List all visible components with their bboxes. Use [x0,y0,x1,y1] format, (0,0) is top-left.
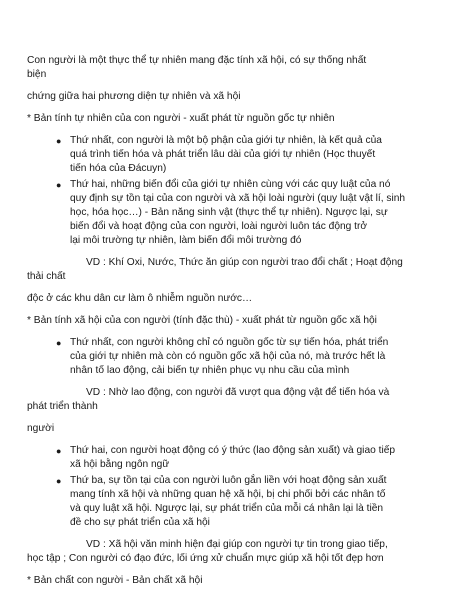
bullet-2-line: quy định sự tồn tại của con người và xã hội loài người (quy luật vật lí, sinh [70,193,406,204]
bullet-5-line: Thứ ba, sự tồn tại của con người luôn gắn liền với hoạt động sản xuất [70,475,387,486]
paragraph-pollution: độc ở các khu dân cư làm ô nhiễm nguồn nước… [27,293,253,304]
bullet-1-line: quá trình tiến hóa và phát triển lâu dài của giới tự nhiên (Học thuyết [70,149,376,160]
bullet-2-line: lại môi trường tự nhiên, làm biến đổi môi trường đó [70,235,302,246]
bullet-2-line: Thứ hai, những biến đổi của giới tự nhiên cùng với các quy luật của nó [70,179,391,190]
bullet-1-line: Thứ nhất, con người là một bộ phận của giới tự nhiên, là kết quả của [70,135,382,146]
intro-line-3: chứng giữa hai phương diện tự nhiên và xã hội [27,91,241,102]
bullet-dot: ● [56,136,62,146]
section-heading-social: * Bản tính xã hội của con người (tính đặc thù) - xuất phát từ nguồn gốc xã hội [27,315,377,326]
bullet-dot: ● [56,476,62,486]
intro-line-2: biện [27,69,47,80]
paragraph-human: người [27,423,55,434]
bullet-3-line: của giới tự nhiên mà còn có nguồn gốc xã hội của nó, mà trước hết là [70,351,386,362]
example-3-line: VD : Xã hội văn minh hiện đại giúp con người tự tin trong giao tiếp, [86,539,388,550]
bullet-dot: ● [56,446,62,456]
bullet-2-line: biến đổi và hoạt động của con người, loài người luôn tác động trở [70,221,368,232]
example-1-line: VD : Khí Oxi, Nước, Thức ăn giúp con người trao đổi chất ; Hoạt động [86,257,403,268]
bullet-3-line: nhân tố lao động, cải biến tự nhiên phục vụ nhu cầu của mình [70,365,350,376]
bullet-4-line: Thứ hai, con người hoạt động có ý thức (lao động sản xuất) và giao tiếp [70,445,396,456]
bullet-5-line: đề cho sự phát triển của xã hội [70,517,210,528]
section-heading-essence: * Bản chất con người - Bản chất xã hội [27,575,203,586]
bullet-4-line: xã hội bằng ngôn ngữ [70,459,170,470]
example-1-line: thải chất [27,271,66,282]
bullet-2-line: học, hóa học…) - Bản năng sinh vật (thực thể tự nhiên). Ngược lại, sự [70,207,388,218]
bullet-dot: ● [56,180,62,190]
bullet-3-line: Thứ nhất, con người không chỉ có nguồn gốc từ sự tiến hóa, phát triển [70,337,389,348]
example-3-line: học tập ; Con người có đạo đức, lối ứng xử chuẩn mực giúp xã hội tốt đẹp hơn [27,553,384,564]
example-2-line: VD : Nhờ lao động, con người đã vượt qua động vật để tiến hóa và [86,387,390,398]
bullet-5-line: và quy luật xã hội. Ngược lại, sự phát triển của mỗi cá nhân lại là tiền [70,503,384,514]
section-heading-natural: * Bản tính tự nhiên của con người - xuất phát từ nguồn gốc tự nhiên [27,113,335,124]
example-2-line: phát triển thành [27,401,98,412]
bullet-dot: ● [56,338,62,348]
bullet-1-line: tiến hóa của Đácuyn) [70,163,167,174]
bullet-5-line: mang tính xã hội và những quan hệ xã hội, bị chi phối bởi các nhân tố [70,489,386,500]
intro-line-1: Con người là một thực thể tự nhiên mang đặc tính xã hội, có sự thống nhất [27,55,367,66]
